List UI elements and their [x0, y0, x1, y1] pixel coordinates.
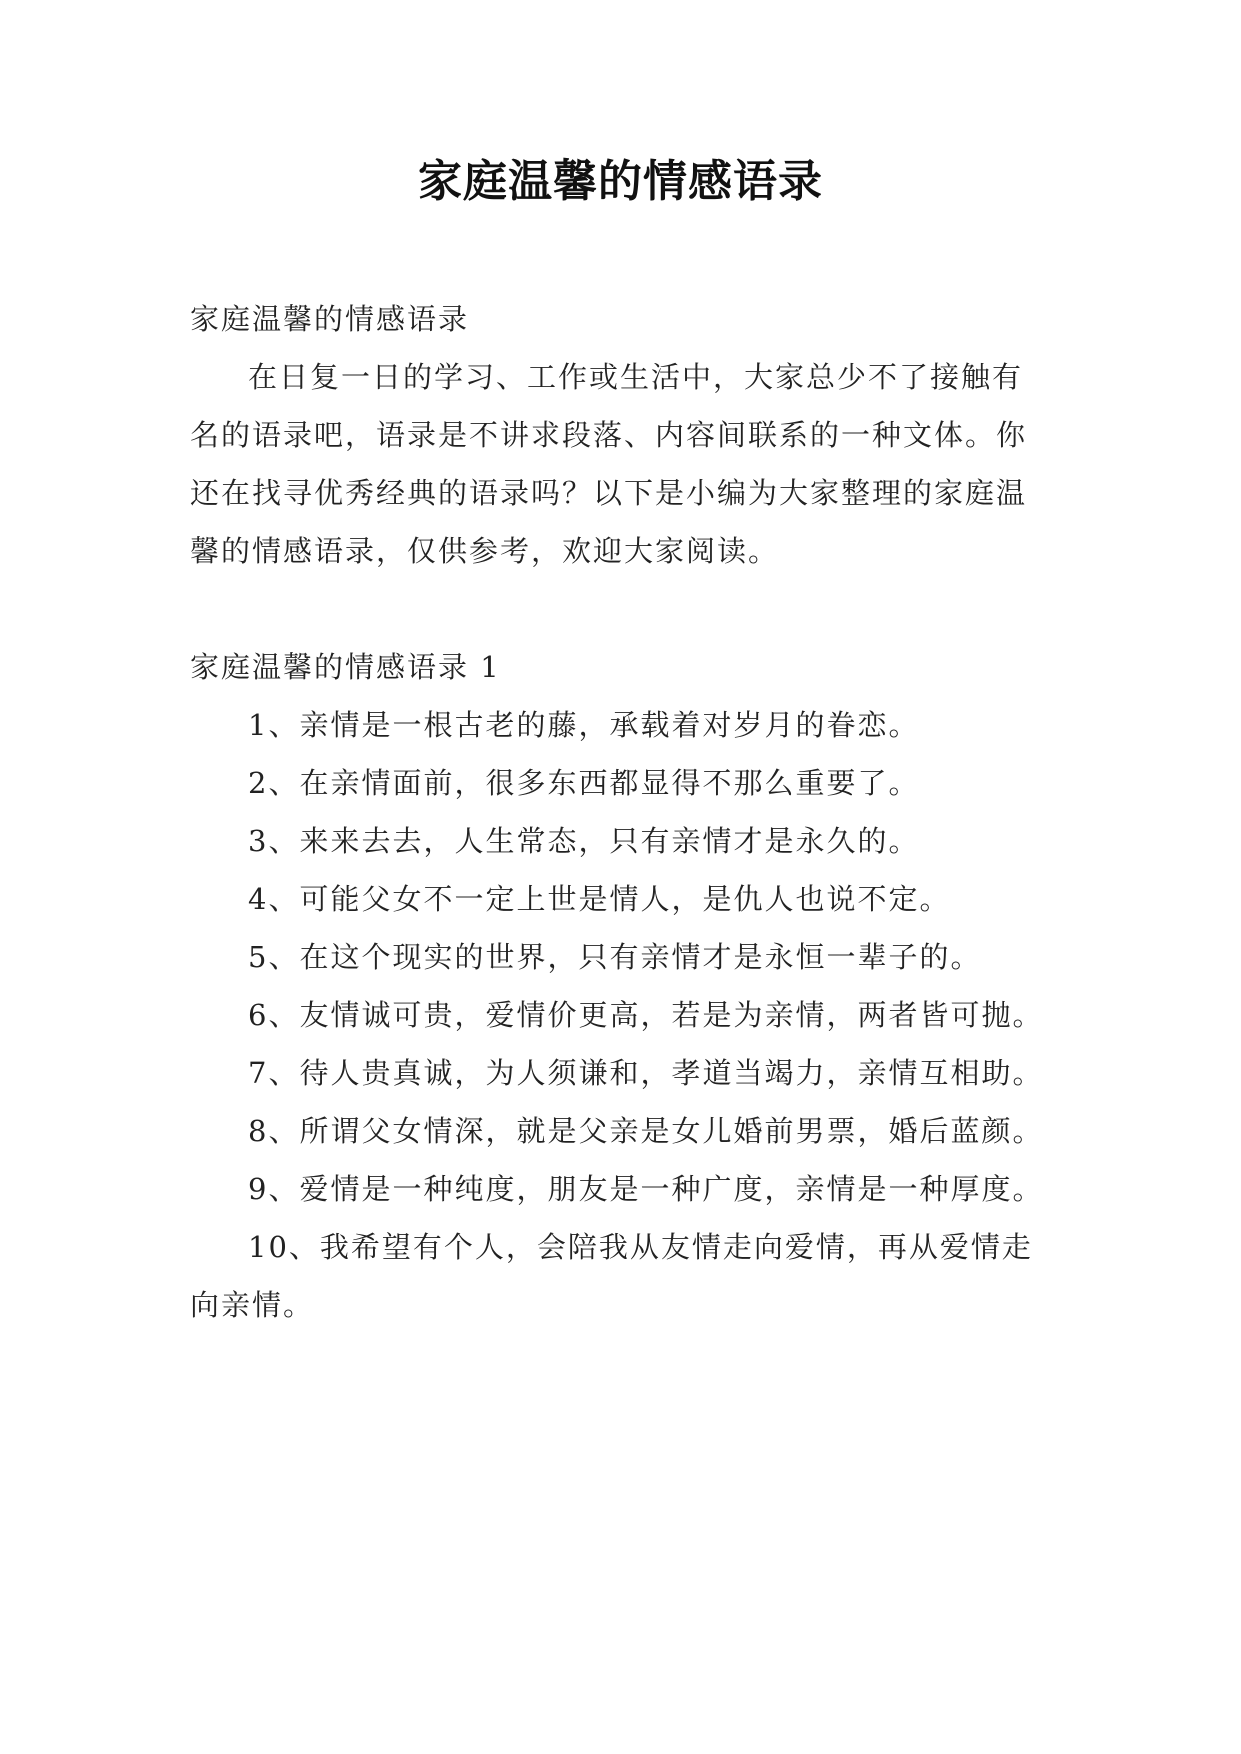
- document-title: 家庭温馨的情感语录: [418, 156, 823, 207]
- quote-item: 10、我希望有个人，会陪我从友情走向爱情，再从爱情走向亲情。: [190, 1230, 1033, 1322]
- quote-item: 8、所谓父女情深，就是父亲是女儿婚前男票，婚后蓝颜。: [248, 1114, 1044, 1148]
- quote-item: 6、友情诚可贵，爱情价更高，若是为亲情，两者皆可抛。: [248, 998, 1044, 1032]
- quote-item: 2、在亲情面前，很多东西都显得不那么重要了。: [248, 766, 920, 800]
- document-body: [190, 290, 1050, 1334]
- quote-item: 7、待人贵真诚，为人须谦和，孝道当竭力，亲情互相助。: [248, 1056, 1044, 1090]
- quote-item: 9、爱情是一种纯度，朋友是一种广度，亲情是一种厚度。: [248, 1172, 1044, 1206]
- quote-item: 1、亲情是一根古老的藤，承载着对岁月的眷恋。: [248, 708, 920, 742]
- intro-paragraph: 在日复一日的学习、工作或生活中，大家总少不了接触有名的语录吧，语录是不讲求段落、内容间联系的一种文体。你还在找寻优秀经典的语录吗？以下是小编为大家整理的家庭温馨的情感语录，仅供参考，欢迎大家阅读。: [190, 360, 1028, 568]
- section-spacer: [190, 580, 1050, 638]
- intro-heading: 家庭温馨的情感语录: [190, 302, 470, 336]
- quote-item: 5、在这个现实的世界，只有亲情才是永恒一辈子的。: [248, 940, 982, 974]
- quote-item: 4、可能父女不一定上世是情人，是仇人也说不定。: [248, 882, 951, 916]
- section-heading: 家庭温馨的情感语录 1: [190, 650, 501, 684]
- quote-item: 3、来来去去，人生常态，只有亲情才是永久的。: [248, 824, 920, 858]
